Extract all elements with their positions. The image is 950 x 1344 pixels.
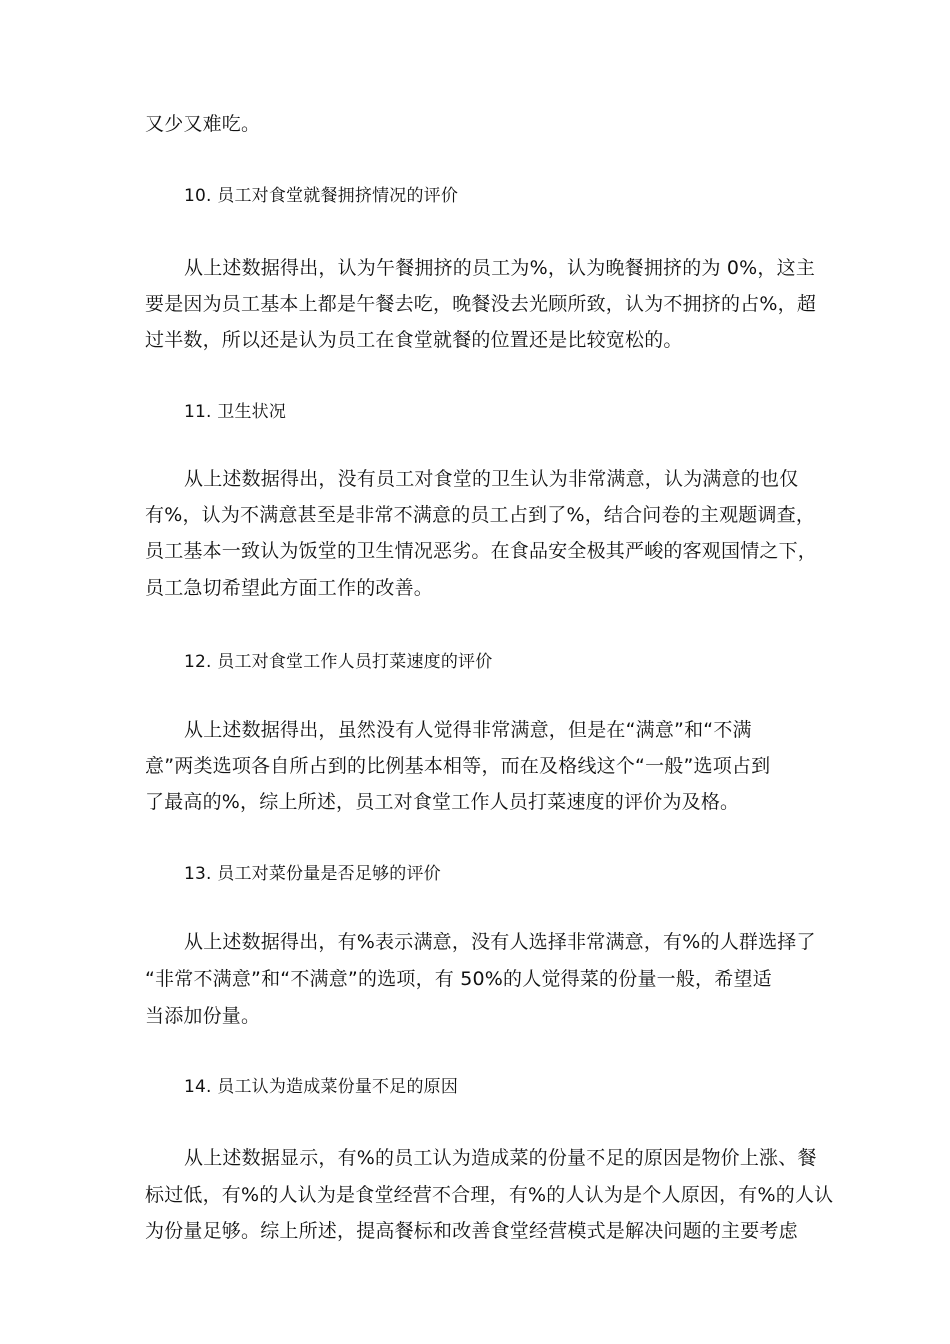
- paragraph-line: 从上述数据得出，虽然没有人觉得非常满意，但是在“满意”和“不满: [184, 719, 752, 741]
- section-heading-11: 11. 卫生状况: [184, 402, 287, 422]
- paragraph-line: 有%，认为不满意甚至是非常不满意的员工占到了%，结合问卷的主观题调查，: [145, 504, 816, 526]
- paragraph-line: 从上述数据得出，有%表示满意，没有人选择非常满意，有%的人群选择了: [184, 931, 816, 953]
- paragraph-line: 从上述数据显示，有%的员工认为造成菜的份量不足的原因是物价上涨、餐: [184, 1147, 817, 1169]
- paragraph-line: 过半数，所以还是认为员工在食堂就餐的位置还是比较宽松的。: [145, 329, 683, 351]
- paragraph-line: 了最高的%，综上所述，员工对食堂工作人员打菜速度的评价为及格。: [145, 791, 740, 813]
- paragraph-line: 当添加份量。: [145, 1005, 261, 1027]
- continuation-text: 又少又难吃。: [145, 113, 261, 135]
- paragraph-line: 标过低，有%的人认为是食堂经营不合理，有%的人认为是个人原因，有%的人认: [145, 1184, 834, 1206]
- paragraph-line: 要是因为员工基本上都是午餐去吃，晚餐没去光顾所致，认为不拥挤的占%，超: [145, 293, 817, 315]
- section-heading-12: 12. 员工对食堂工作人员打菜速度的评价: [184, 652, 493, 672]
- paragraph-line: 员工基本一致认为饭堂的卫生情况恶劣。在食品安全极其严峻的客观国情之下，: [145, 540, 818, 562]
- section-heading-14: 14. 员工认为造成菜份量不足的原因: [184, 1077, 459, 1097]
- paragraph-line: 为份量足够。综上所述，提高餐标和改善食堂经营模式是解决问题的主要考虑: [145, 1220, 798, 1242]
- section-heading-10: 10. 员工对食堂就餐拥挤情况的评价: [184, 186, 459, 206]
- paragraph-line: 从上述数据得出，没有员工对食堂的卫生认为非常满意，认为满意的也仅: [184, 468, 799, 490]
- paragraph-line: 从上述数据得出，认为午餐拥挤的员工为%，认为晚餐拥挤的为 0%，这主: [184, 257, 816, 279]
- paragraph-line: 员工急切希望此方面工作的改善。: [145, 577, 434, 599]
- paragraph-line: 意”两类选项各自所占到的比例基本相等，而在及格线这个“一般”选项占到: [145, 755, 771, 777]
- section-heading-13: 13. 员工对菜份量是否足够的评价: [184, 864, 441, 884]
- paragraph-line: “非常不满意”和“不满意”的选项，有 50%的人觉得菜的份量一般，希望适: [145, 968, 772, 990]
